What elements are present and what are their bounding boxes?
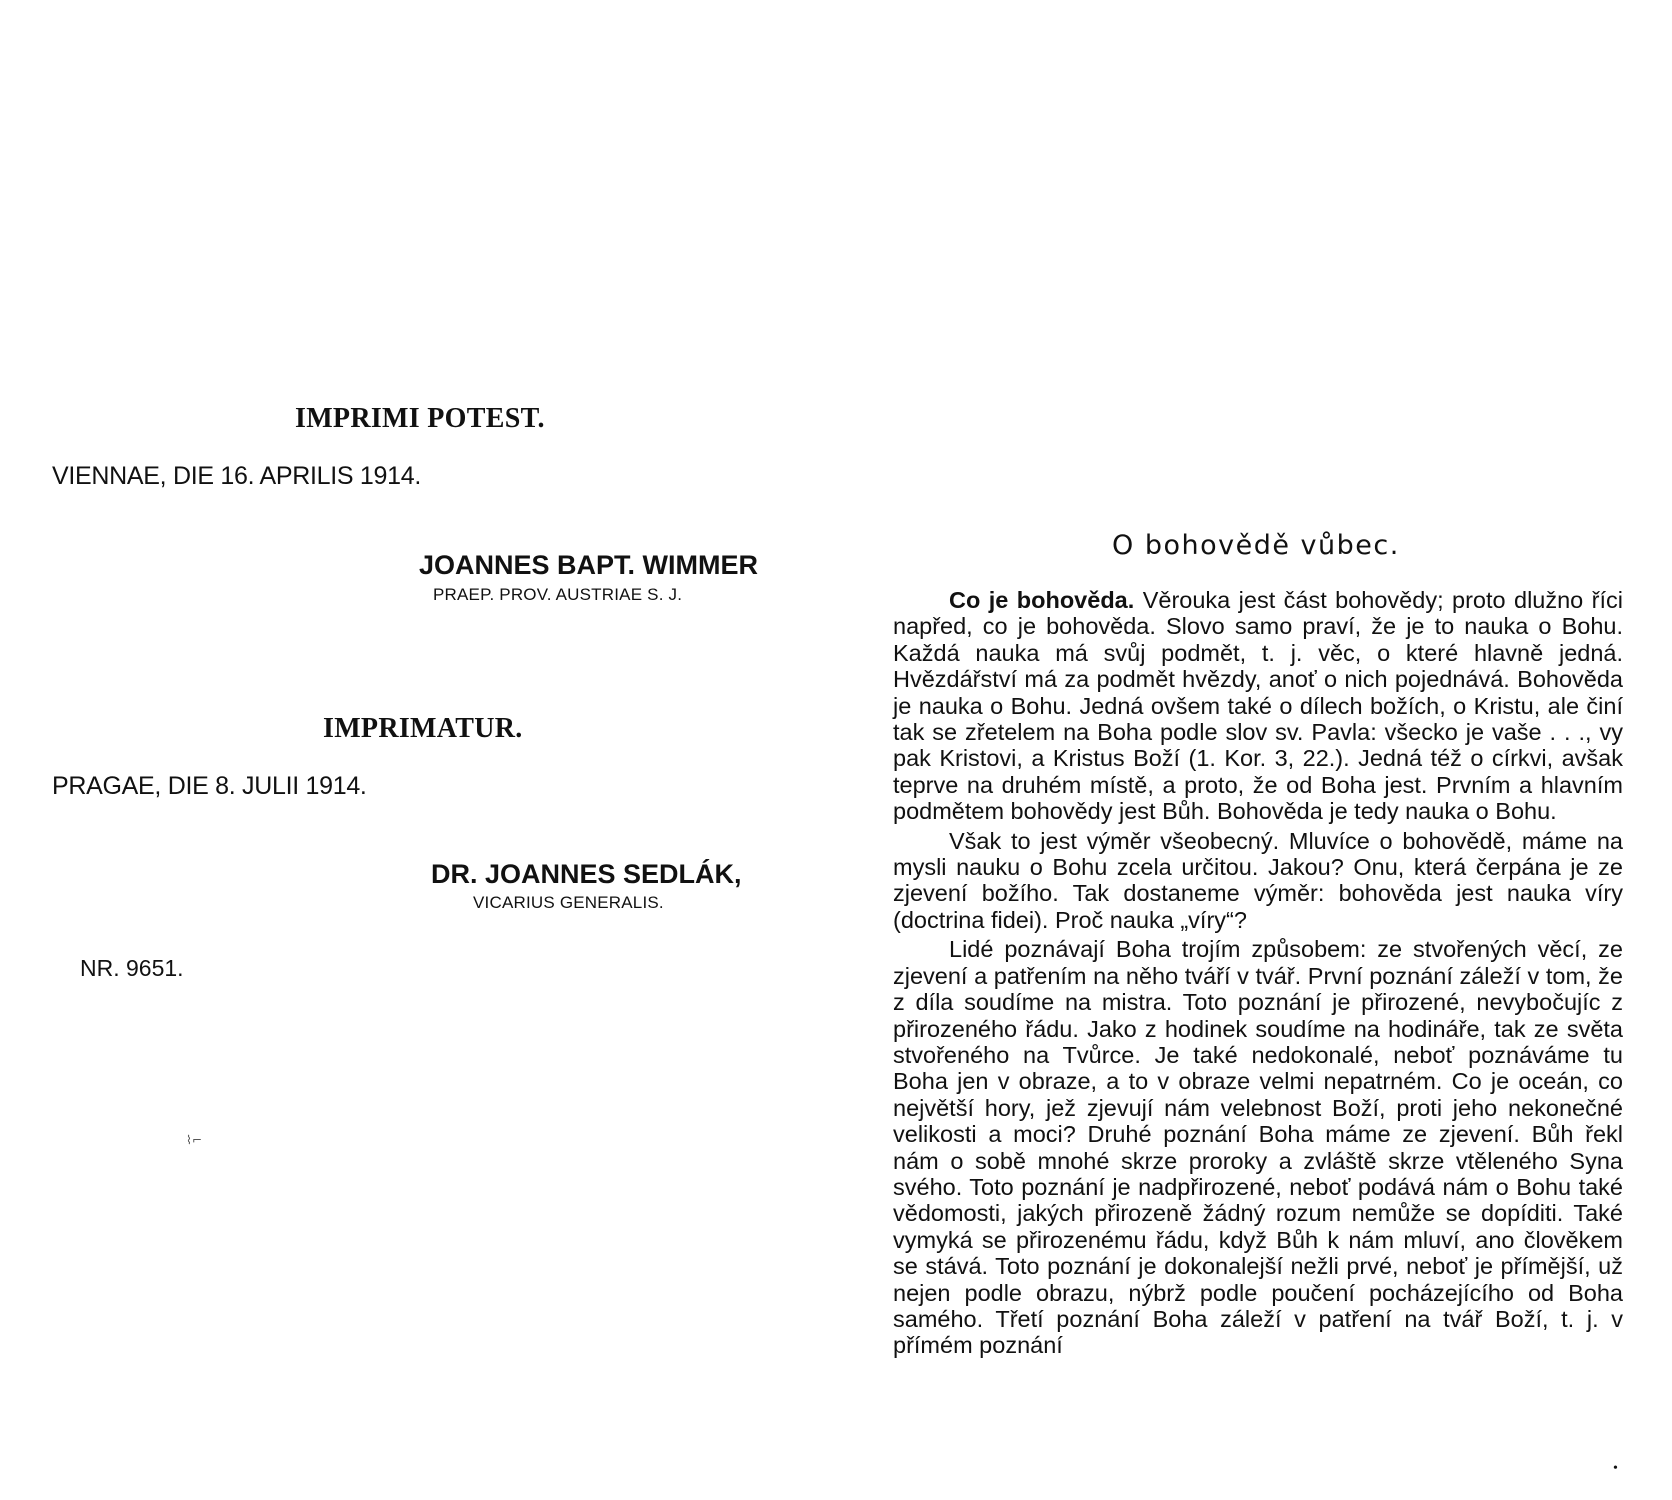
signatory1-name: JOANNES BAPT. WIMMER bbox=[419, 550, 759, 580]
paragraph-2: Však to jest výměr všeobecný. Mluvíce o bohovědě, máme na mysli nauku o Bohu zcela určitou. Jakou? Onu, která čerpána je ze zjevení božího. Tak dostaneme výměr: bohověda jest nauka víry (doctrina fidei). Proč nauka „víry“? bbox=[893, 827, 1623, 933]
signatory2-name: DR. JOANNES SEDLÁK, bbox=[431, 859, 742, 889]
signatory2-title: VICARIUS GENERALIS. bbox=[473, 893, 664, 912]
imprimi-potest-heading: IMPRIMI POTEST. bbox=[295, 403, 545, 434]
viennae-date: VIENNAE, DIE 16. APRILIS 1914. bbox=[52, 462, 421, 490]
stray-ink-mark: ⌇⌐ bbox=[186, 1133, 202, 1147]
pragae-date: PRAGAE, DIE 8. JULII 1914. bbox=[52, 772, 367, 800]
body-text bbox=[893, 587, 1623, 1359]
paragraph-3: Lidé poznávají Boha trojím způsobem: ze stvořených věcí, ze zjevení a patřením na něho tváří v tvář. První poznání záleží v tom, že z díla soudíme na mistra. Toto poznání je přirozené, nevybočujíc z přirozeného řádu. Jako z hodinek soudíme na hodináře, tak ze světa stvořeného na Tvůrce. Je také nedokonalé, neboť poznáváme tu Boha jen v obraze, a to v obraze velmi nepatrném. Co je oceán, co největší hory, jež zjevují nám velebnost Boží, proti jeho nekonečné velikosti a moci? Druhé poznání Boha máme ze zjevení. Bůh řekl nám o sobě mnohé skrze proroky a zvláště skrze vtěleného Syna svého. Toto poznání je nadpřirozené, neboť podává nám o Bohu také vědomosti, jakých přirozeně žádný rozum nemůže se dopíditi. Také vymyká se přirozenému řádu, když Bůh k nám mluví, ano člověkem se stává. Toto poznání je dokonalejší nežli prvé, neboť je přímější, už nejen podle obrazu, nýbrž podle poučení pocházejícího od Boha samého. Třetí poznání Boha záleží v patření na tvář Boží, t. j. v přímém poznání bbox=[893, 936, 1623, 1359]
signatory1-title: PRAEP. PROV. AUSTRIAE S. J. bbox=[433, 585, 683, 604]
paragraph-1-lead: Co je bohověda. bbox=[949, 587, 1135, 613]
paragraph-1 bbox=[893, 587, 1623, 825]
imprimatur-heading: IMPRIMATUR. bbox=[323, 713, 523, 744]
registration-number: NR. 9651. bbox=[80, 955, 184, 981]
chapter-title: O bohovědě vůbec. bbox=[1112, 530, 1400, 561]
page-dot: • bbox=[1613, 1461, 1618, 1476]
paragraph-1-text: Věrouka jest část bohovědy; proto dlužno říci napřed, co je bohověda. Slovo samo praví, že je to nauka o Bohu. Každá nauka má svůj podmět, t. j. věc, o které hlavně jedná. Hvězdářství má za podmět hvězdy, anoť o nich pojednává. Bohověda je nauka o Bohu. Jedná ovšem také o dílech božích, o Kristu, ale činí tak se zřetelem na Boha podle slov sv. Pavla: všecko je vaše . . ., vy pak Kristovi, a Kristus Boží (1. Kor. 3, 22.). Jedná též o církvi, avšak teprve na druhém místě, a proto, že od Boha jest. Prvním a hlavním podmětem bohovědy jest Bůh. Bohověda je tedy nauka o Bohu. bbox=[893, 587, 1623, 825]
